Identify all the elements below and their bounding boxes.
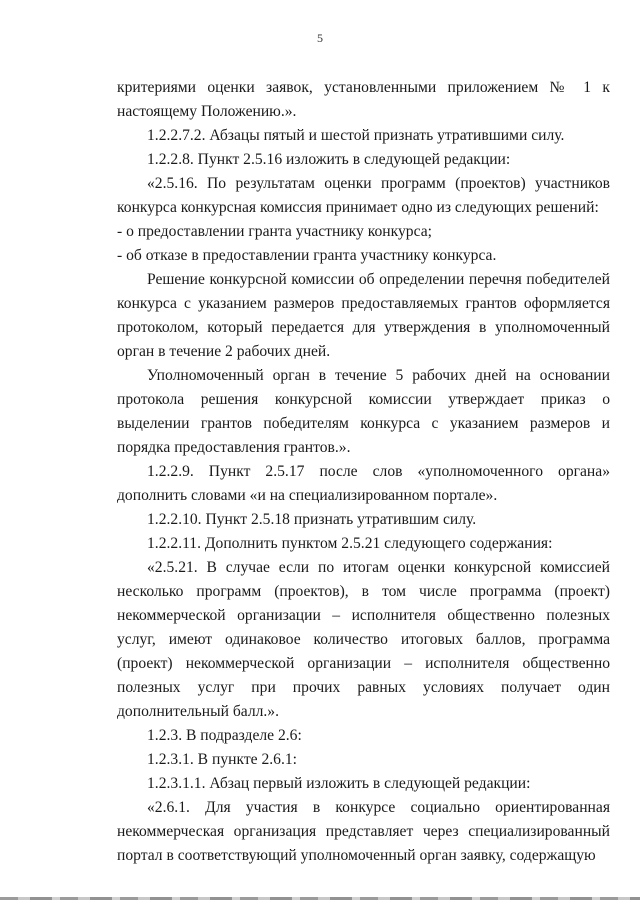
paragraph-1-2-2-11: 1.2.2.11. Дополнить пунктом 2.5.21 следующего содержания: <box>147 535 553 552</box>
document-body <box>117 76 610 868</box>
page-number: 5 <box>317 31 323 45</box>
paragraph-continuation: критериями оценки заявок, установленными приложением № 1 к настоящему Положению.». <box>117 79 610 120</box>
paragraph-1-2-2-10: 1.2.2.10. Пункт 2.5.18 признать утратившим силу. <box>147 511 477 528</box>
paragraph-authorized-body: Уполномоченный орган в течение 5 рабочих дней на основании протокола решения конкурсной комиссии утверждает приказ о выделении грантов победителям конкурса с указанием размеров и порядка предоставления грантов.». <box>117 367 610 456</box>
list-item-grant: - о предоставлении гранта участнику конкурса; <box>117 223 432 240</box>
paragraph-1-2-3: 1.2.3. В подразделе 2.6: <box>147 727 302 744</box>
list-item-refusal: - об отказе в предоставлении гранта участнику конкурса. <box>117 247 497 264</box>
paragraph-1-2-2-9: 1.2.2.9. Пункт 2.5.17 после слов «уполномоченного органа» дополнить словами «и на специализированном портале». <box>117 463 610 504</box>
paragraph-1-2-2-8: 1.2.2.8. Пункт 2.5.16 изложить в следующей редакции: <box>147 151 511 168</box>
paragraph-2-5-21: «2.5.21. В случае если по итогам оценки конкурсной комиссией несколько программ (проектов), в том числе программа (проект) некоммерческой организации – исполнителя общественно полезных услуг, имеют одинаковое количество итоговых баллов, программа (проект) некоммерческой организации – исполнителя общественно полезных услуг при прочих равных условиях получает один дополнительный балл.». <box>117 559 610 720</box>
paragraph-commission-decision: Решение конкурсной комиссии об определении перечня победителей конкурса с указанием размеров предоставляемых грантов оформляется протоколом, который передается для утверждения в уполномоченный орган в течение 2 рабочих дней. <box>117 271 610 360</box>
paragraph-1-2-2-7-2: 1.2.2.7.2. Абзацы пятый и шестой признать утратившими силу. <box>147 127 565 144</box>
paragraph-2-5-16: «2.5.16. По результатам оценки программ (проектов) участников конкурса конкурсная комиссия принимает одно из следующих решений: <box>117 175 610 216</box>
paragraph-2-6-1: «2.6.1. Для участия в конкурсе социально ориентированная некоммерческая организация представляет через специализированный портал в соответствующий уполномоченный орган заявку, содержащую <box>117 799 610 864</box>
paragraph-1-2-3-1: 1.2.3.1. В пункте 2.6.1: <box>147 751 297 768</box>
scan-edge-line <box>0 897 640 900</box>
paragraph-1-2-3-1-1: 1.2.3.1.1. Абзац первый изложить в следующей редакции: <box>147 775 531 792</box>
